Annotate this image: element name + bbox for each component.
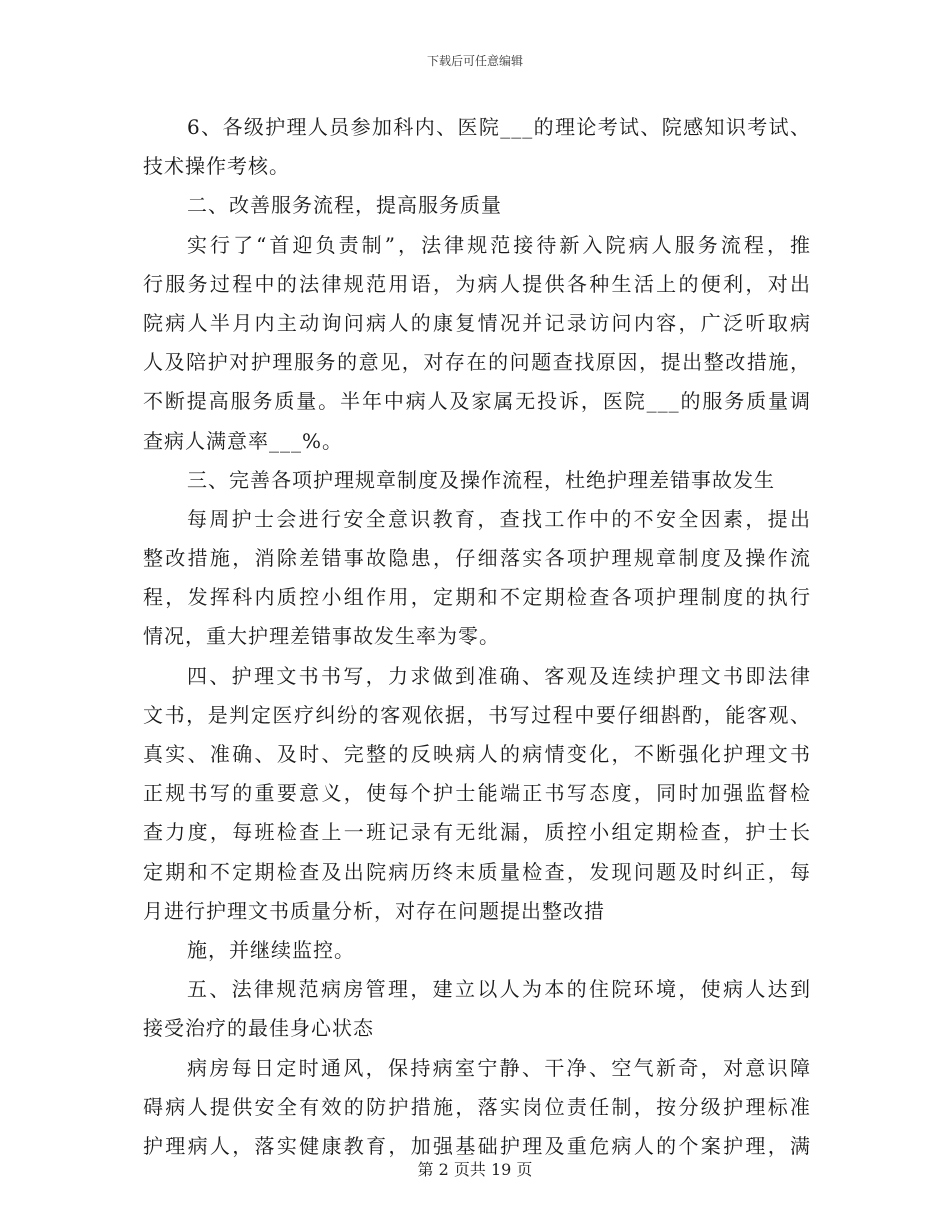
paragraph-line: 人及陪护对护理服务的意见，对存在的问题查找原因，提出整改措施， (143, 350, 811, 375)
section-heading: 五、法律规范病房管理，建立以人为本的住院环境，使病人达到 (187, 977, 811, 1002)
paragraph-line: 程，发挥科内质控小组作用，定期和不定期检查各项护理制度的执行 (143, 585, 811, 610)
paragraph-line: 查病人满意率___%。 (143, 428, 344, 453)
page-header: 下载后可任意编辑 (426, 54, 523, 68)
section-heading: 二、改善服务流程，提高服务质量 (187, 193, 502, 218)
paragraph-line: 6、各级护理人员参加科内、医院___的理论考试、院感知识考试、 (187, 115, 811, 139)
paragraph-line: 真实、准确、及时、完整的反映病人的病情变化，不断强化护理文书 (143, 742, 811, 766)
paragraph-line: 情况，重大护理差错事故发生率为零。 (143, 624, 500, 649)
paragraph-line: 每周护士会进行安全意识教育，查找工作中的不安全因素，提出 (187, 506, 811, 531)
paragraph-line: 整改措施，消除差错事故隐患，仔细落实各项护理规章制度及操作流 (143, 546, 811, 571)
document-body (143, 108, 811, 1166)
paragraph-line: 病房每日定时通风，保持病室宁静、干净、空气新奇，对意识障 (187, 1055, 811, 1080)
paragraph-line: 技术操作考核。 (143, 154, 290, 179)
paragraph-line: 护理病人，落实健康教育，加强基础护理及重危病人的个案护理，满 (143, 1133, 811, 1158)
paragraph-line: 查力度，每班检查上一班记录有无纰漏，质控小组定期检查，护士长 (143, 820, 811, 845)
paragraph-line: 不断提高服务质量。半年中病人及家属无投诉，医院___的服务质量调 (143, 389, 811, 414)
paragraph-line: 文书，是判定医疗纠纷的客观依据，书写过程中要仔细斟酌，能客观、 (143, 702, 811, 727)
paragraph-line: 月进行护理文书质量分析，对存在问题提出整改措 (143, 898, 605, 923)
paragraph-line: 行服务过程中的法律规范用语，为病人提供各种生活上的便利，对出 (143, 271, 811, 296)
paragraph-line: 定期和不定期检查及出院病历终末质量检查，发现问题及时纠正，每 (143, 859, 811, 884)
paragraph-line: 正规书写的重要意义，使每个护士能端正书写态度，同时加强监督检 (143, 781, 811, 806)
section-heading: 三、完善各项护理规章制度及操作流程，杜绝护理差错事故发生 (187, 467, 775, 492)
paragraph-line: 碍病人提供安全有效的防护措施，落实岗位责任制，按分级护理标准 (143, 1094, 811, 1119)
paragraph-line: 实行了“首迎负责制”，法律规范接待新入院病人服务流程，推 (187, 232, 811, 257)
page-number: 第 2 页共 19 页 (417, 1160, 533, 1179)
paragraph-line: 院病人半月内主动询问病人的康复情况并记录访问内容，广泛听取病 (143, 310, 811, 335)
section-heading: 四、护理文书书写，力求做到准确、客观及连续护理文书即法律 (187, 663, 811, 688)
paragraph-line: 施，并继续监控。 (187, 937, 355, 962)
section-heading: 接受治疗的最佳身心状态 (143, 1016, 374, 1041)
